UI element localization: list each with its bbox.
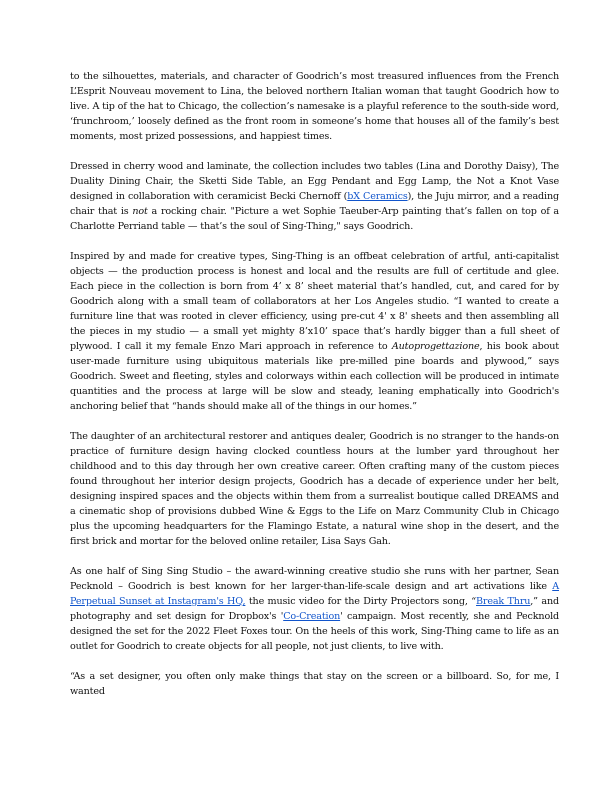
document-page (70, 69, 559, 714)
paragraph-text: “As a set designer, you often only make things that stay on the screen or a billboard. So, for me, I wanted (70, 671, 559, 697)
co-creation-link[interactable]: Co-Creation (283, 611, 341, 622)
paragraph-sing-sing-studio (70, 564, 559, 654)
paragraph-text: to the silhouettes, materials, and character of Goodrich’s most treasured influences from the French L’Esprit Nouveau movement to Lina, the beloved northern Italian woman that taught Goodrich how to live. A tip of the hat to Chicago, the collection’s namesake is a playful reference to the south-side word, ‘frunchroom,’ loosely defined as the front room in someone’s home that houses all of the family’s best moments, most prized possessions, and happiest times. (70, 71, 559, 142)
paragraph-text: ,” and photography and set design for Dropbox's ' (70, 596, 559, 622)
paragraph-text: Inspired by and made for creative types, Sing-Thing is an offbeat celebration of artful, anti-capitalist objects — the production process is honest and local and the results are full of certitude and glee. Each piece in the collection is born from 4’ x 8’ sheet material that’s handled, cut, and cared for by Goodrich along with a small team of collaborators at her Los Angeles studio. “I wanted to create a furniture line that was rooted in clever efficiency, using pre-cut 4' x 8' sheets and then assembling all the pieces in my studio — a small yet mighty 8’x10’ space that’s hardly bigger than a full sheet of plywood. I call it my female Enzo Mari approach in reference to (70, 251, 559, 352)
bx-ceramics-link[interactable]: bX Ceramics (347, 191, 408, 202)
paragraph-text: Dressed in cherry wood and laminate, the collection includes two tables (Lina and Dorothy Daisy), The Duality Dining Chair, the Sketti Side Table, an Egg Pendant and Egg Lamp, the Not a Knot Vase designed in collaboration with ceramicist Becki Chernoff ( (70, 161, 559, 202)
paragraph-text: a rocking chair. "Picture a wet Sophie Taeuber-Arp painting that’s fallen on top of a Charlotte Perriand table — that’s the soul of Sing-Thing," says Goodrich. (70, 206, 559, 232)
paragraph-text: the music video for the Dirty Projectors song, “ (245, 596, 476, 607)
paragraph-text: The daughter of an architectural restorer and antiques dealer, Goodrich is no stranger to the hands-on practice of furniture design having clocked countless hours at the lumber yard throughout her childhood and to this day through her own creative career. Often crafting many of the custom pieces found throughout her interior design projects, Goodrich has a decade of experience under her belt, designing inspired spaces and the objects within them from a surrealist boutique called DREAMS and a cinematic shop of provisions dubbed Wine & Eggs to the Life on Marz Community Club in Chicago plus the upcoming headquarters for the Flamingo Estate, a natural wine shop in the desert, and the first brick and mortar for the beloved online retailer, Lisa Says Gah. (70, 431, 559, 547)
paragraph-set-designer-quote (70, 669, 559, 699)
paragraph-text: ' campaign. Most recently, she and Pecknold designed the set for the 2022 Fleet Foxes tour. On the heels of this work, Sing-Thing came to life as an outlet for Goodrich to create objects for all people, not just clients, to live with. (70, 611, 559, 652)
emphasis-autoprogettazione: Autoprogettazione (391, 341, 480, 352)
paragraph-influences (70, 69, 559, 144)
paragraph-text: As one half of Sing Sing Studio – the award-winning creative studio she runs with her partner, Sean Pecknold – Goodrich is best known for her larger-than-life-scale design and art activations like (70, 566, 559, 592)
paragraph-background (70, 429, 559, 549)
paragraph-collection (70, 159, 559, 234)
break-thru-link[interactable]: Break Thru (476, 596, 531, 607)
paragraph-inspired (70, 249, 559, 414)
emphasis-not: not (132, 206, 148, 217)
perpetual-sunset-link[interactable]: A Perpetual Sunset at Instagram's HQ, (70, 581, 559, 607)
paragraph-text: , his book about user-made furniture using ubiquitous materials like pre-milled pine boards and plywood,” says Goodrich. Sweet and fleeting, styles and colorways within each collection will be produced in intimate quantities and the process at large will be slow and steady, leaning emphatically into Goodrich's anchoring belief that “hands should make all of the things in our homes.” (70, 341, 559, 412)
paragraph-text: ), the Juju mirror, and a reading chair that is (70, 191, 559, 217)
